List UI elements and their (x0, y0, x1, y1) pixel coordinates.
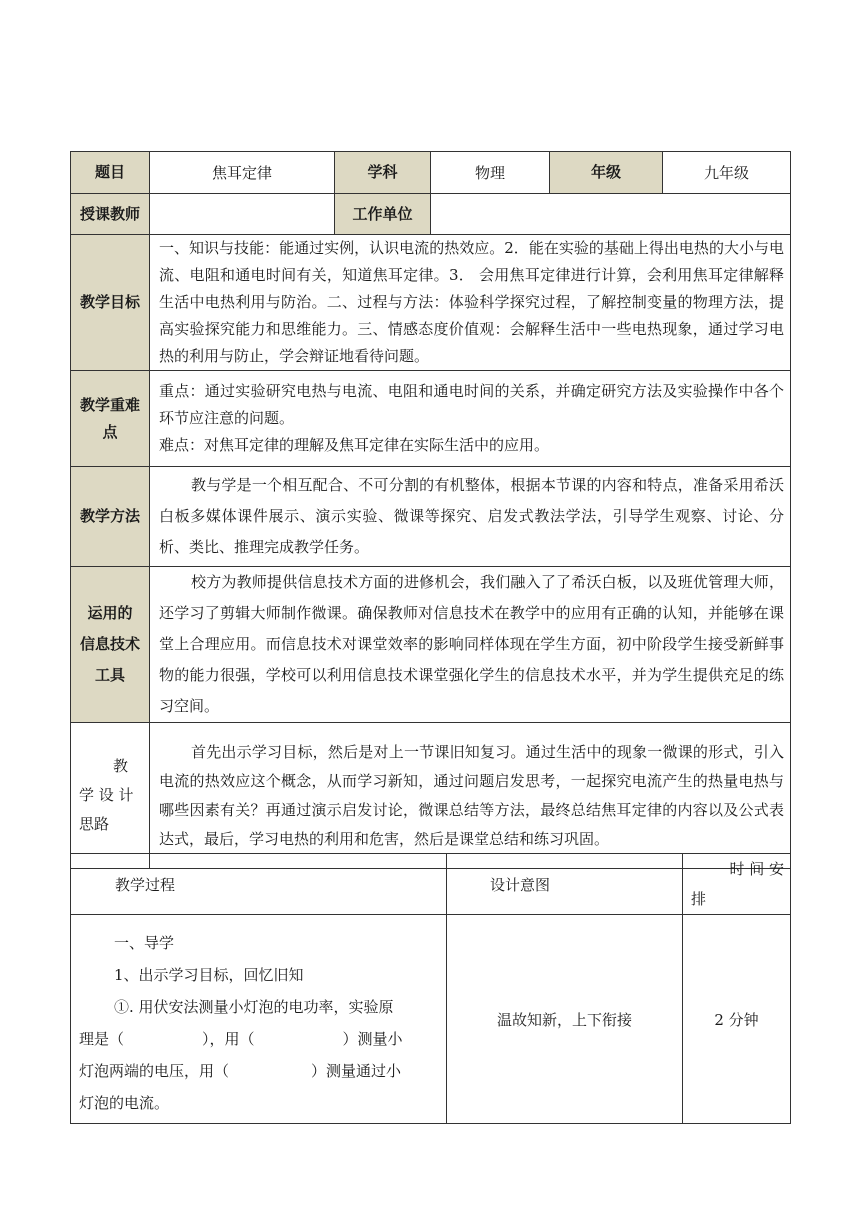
process-col-header: 教学过程 (71, 854, 447, 915)
process-line5b: ）测量通过小 (311, 1062, 402, 1080)
tools-row (71, 567, 791, 723)
design-label-line3: 思路 (79, 815, 110, 833)
process-line4a: 理是（ (79, 1030, 125, 1048)
tools-text: 校方为教师提供信息技术方面的进修机会，我们融入了了希沃白板，以及班优管理大师，还学习了剪辑大师制作微课。确保教师对信息技术在教学中的应用有正确的认知，并能够在课堂上合理应用。而信息技术对课堂效率的影响同样体现在学生方面，初中阶段学生接受新鲜事物的能力很强，学校可以利用信息技术课堂强化学生的信息技术水平，并为学生提供充足的练习空间。 (150, 567, 791, 723)
teacher-label: 授课教师 (71, 194, 150, 235)
process-content (71, 915, 447, 1124)
grade-value: 九年级 (663, 152, 791, 194)
methods-label: 教学方法 (71, 467, 150, 567)
process-line4b: ），用（ (202, 1030, 255, 1048)
subject-value: 物理 (431, 152, 550, 194)
process-line6: 灯泡的电流。 (79, 1094, 170, 1112)
process-table (70, 853, 791, 1124)
teacher-value (150, 194, 335, 235)
keypoints-label (71, 371, 150, 467)
intent-value: 温故知新，上下衔接 (447, 915, 683, 1124)
time-col-header-line2: 排 (691, 890, 707, 908)
intent-col-header: 设计意图 (447, 854, 683, 915)
difficulty-text: 难点：对焦耳定律的理解及焦耳定律在实际生活中的应用。 (159, 436, 550, 454)
goals-label: 教学目标 (71, 235, 150, 371)
process-header-row (71, 854, 791, 915)
design-text: 首先出示学习目标，然后是对上一节课旧知复习。通过生活中的现象一微课的形式，引入电流的热效应这个概念，从而学习新知，通过问题启发思考，一起探究电流产生的热量电热与哪些因素有关？再通过演示启发讨论，微课总结等方法，最终总结焦耳定律的内容以及公式表达式，最后，学习电热的利用和危害，然后是课堂总结和练习巩固。 (150, 723, 791, 869)
process-row (71, 915, 791, 1124)
tools-label (71, 567, 150, 723)
methods-text: 教与学是一个相互配合、不可分割的有机整体，根据本节课的内容和特点，准备采用希沃白板多媒体课件展示、演示实验、微课等探究、启发式教法学法，引导学生观察、讨论、分析、类比、推理完成教学任务。 (150, 467, 791, 567)
process-line3: ①. 用伏安法测量小灯泡的电功率，实验原 (114, 998, 394, 1016)
design-label-line1: 教 (113, 757, 129, 775)
keypoints-label-text: 教学重难点 (79, 395, 140, 441)
design-label-line2: 学 设 计 (79, 786, 134, 804)
subject-label: 学科 (335, 152, 431, 194)
design-row (71, 723, 791, 869)
grade-label: 年级 (550, 152, 663, 194)
tools-label-line2: 信息技术 (79, 635, 140, 653)
tools-label-line1: 运用的 (87, 604, 133, 622)
keypoints-cell (150, 371, 791, 467)
topic-label: 题目 (71, 152, 150, 194)
teacher-row (71, 194, 791, 235)
unit-value (431, 194, 791, 235)
process-line5 (79, 1055, 440, 1087)
tools-label-line3: 工具 (94, 666, 125, 684)
process-line4c: ）测量小 (342, 1030, 403, 1048)
goals-text: 一、知识与技能：能通过实例，认识电流的热效应。2．能在实验的基础上得出电热的大小与电流、电阻和通电时间有关，知道焦耳定律。3． 会用焦耳定律进行计算，会利用焦耳定律解释生活中电热利用与防治。二、过程与方法：体验科学探究过程，了解控制变量的物理方法，提高实验探究能力和思维能力。三、情感态度价值观：会解释生活中一些电热现象，通过学习电热的利用与防止，学会辩证地看待问题。 (150, 235, 791, 371)
methods-row (71, 467, 791, 567)
process-line1: 一、导学 (114, 934, 175, 952)
topic-value: 焦耳定律 (150, 152, 335, 194)
time-col-header (683, 854, 791, 915)
process-line2: 1、出示学习目标，回忆旧知 (114, 966, 304, 984)
process-line4 (79, 1023, 440, 1055)
time-col-header-line1: 时 间 安 (729, 860, 784, 878)
keypoints-row (71, 371, 791, 467)
lesson-info-table (70, 151, 791, 869)
time-value: 2 分钟 (683, 915, 791, 1124)
design-label (71, 723, 150, 869)
unit-label: 工作单位 (335, 194, 431, 235)
process-line5a: 灯泡两端的电压，用（ (79, 1062, 230, 1080)
title-row (71, 152, 791, 194)
focus-text: 重点：通过实验研究电热与电流、电阻和通电时间的关系，并确定研究方法及实验操作中各个环节应注意的问题。 (159, 382, 784, 427)
goals-row (71, 235, 791, 371)
